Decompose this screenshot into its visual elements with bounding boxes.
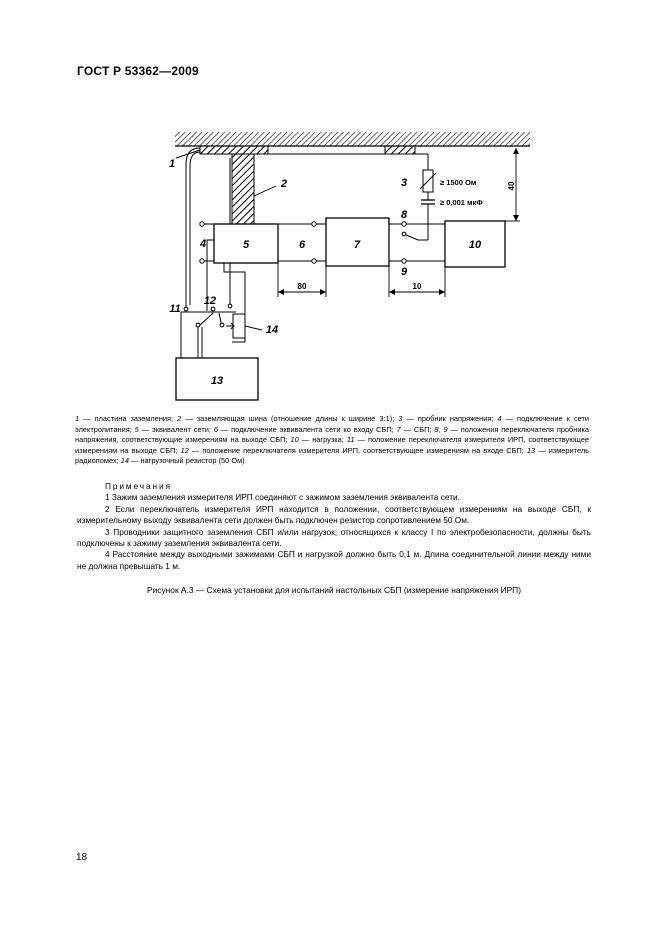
legend-item: 1 — пластина заземления; [75, 414, 178, 423]
label-1: 1 [168, 158, 176, 170]
label-10: 10 [468, 239, 482, 251]
dimension-80-label: 80 [297, 282, 307, 291]
grounding-plate [176, 146, 415, 158]
document-header: ГОСТ Р 53362—2009 [77, 64, 199, 78]
figure-caption: Рисунок А.3 — Схема установки для испытаний настольных СБП (измерение напряжения ИРП) [147, 585, 521, 595]
ceiling-surface [175, 132, 530, 146]
note-item: 4 Расстояние между выходными зажимами СБП и нагрузкой должно быть 0,1 м. Длина соединительной линии между ними не должна превышать 1 м. [77, 549, 591, 571]
label-3: 3 [400, 177, 408, 189]
label-12: 12 [203, 295, 217, 307]
dimension-10 [389, 266, 445, 297]
voltage-probe [401, 154, 483, 224]
figure-legend [75, 414, 589, 467]
callout-leaders [169, 158, 287, 196]
capacitor-value: ≥ 0,001 мкФ [440, 198, 483, 207]
notes-title: Примечания [105, 481, 172, 491]
legend-item: 3 — пробник напряжения; [398, 414, 498, 423]
label-13: 13 [210, 375, 224, 387]
dimension-40-label: 40 [507, 181, 516, 191]
box-interference-meter [176, 358, 258, 400]
test-setup-diagram [0, 0, 661, 410]
legend-item: 14 — нагрузочный резистор (50 Ом) [120, 456, 245, 466]
box-line-equivalent [214, 224, 278, 263]
box-ups [326, 218, 389, 266]
dimension-80 [278, 263, 326, 297]
legend-item: 2 — заземляющая шина (отношение длины к ширине 3:1); [177, 414, 399, 423]
label-5: 5 [242, 239, 250, 251]
load-resistor [226, 314, 278, 338]
grounding-bus [232, 154, 254, 224]
box-load [445, 221, 505, 267]
note-item: 1 Зажим заземления измерителя ИРП соединяют с зажимом заземления эквивалента сети. [105, 492, 460, 503]
legend-item: 13 — измеритель радиопомех; [75, 445, 589, 466]
label-7: 7 [353, 239, 361, 251]
ups-output-lines [389, 209, 445, 278]
note-item: 3 Проводники защитного заземления СБП и/или нагрузок, относящихся к классу I по электробезопасности, должны быть подключены к зажиму заземления эквивалента сети. [77, 526, 591, 549]
label-4: 4 [199, 238, 207, 250]
legend-item: 10 — нагрузка; [290, 435, 347, 445]
label-11: 11 [169, 303, 181, 315]
box-connection-6 [278, 222, 326, 263]
resistor-value: ≥ 1500 Ом [440, 178, 477, 187]
legend-item: 5 — эквивалент сети; [134, 424, 214, 434]
legend-item: 4 — подключение к сети электропитания; [75, 414, 590, 434]
switch-contacts [169, 295, 232, 327]
mains-connection [199, 222, 214, 263]
label-8: 8 [400, 209, 408, 221]
label-9: 9 [400, 266, 408, 278]
page-number: 18 [76, 852, 88, 863]
legend-item: 7 — СБП; [396, 424, 435, 434]
label-14: 14 [265, 324, 279, 336]
legend-item: 6 — подключение эквивалента сети ко входу СБП; [213, 424, 397, 434]
legend-item: 12 — положение переключателя измерителя ИРП, соответствующее измерениям на входе СБП; [180, 445, 527, 455]
legend-item: 8, 9 — положения переключателя пробника напряжения, соответствующие измерениям на выходе СБП; [75, 424, 589, 445]
legend-item: 11 — положение переключателя измерителя ИРП, соответствующее измерениям на выходе СБП; [75, 435, 590, 455]
notes-section [77, 481, 591, 572]
label-2: 2 [280, 178, 288, 190]
label-6: 6 [298, 239, 306, 251]
dimension-40 [505, 148, 520, 221]
note-item: 2 Если переключатель измерителя ИРП находится в положении, соответствующем измерениям на выходе СБП, к измерительному выходу эквивалента сети должен быть подключен резистор сопротивлением 50 Ом. [77, 503, 591, 526]
dimension-10-label: 10 [412, 282, 422, 291]
